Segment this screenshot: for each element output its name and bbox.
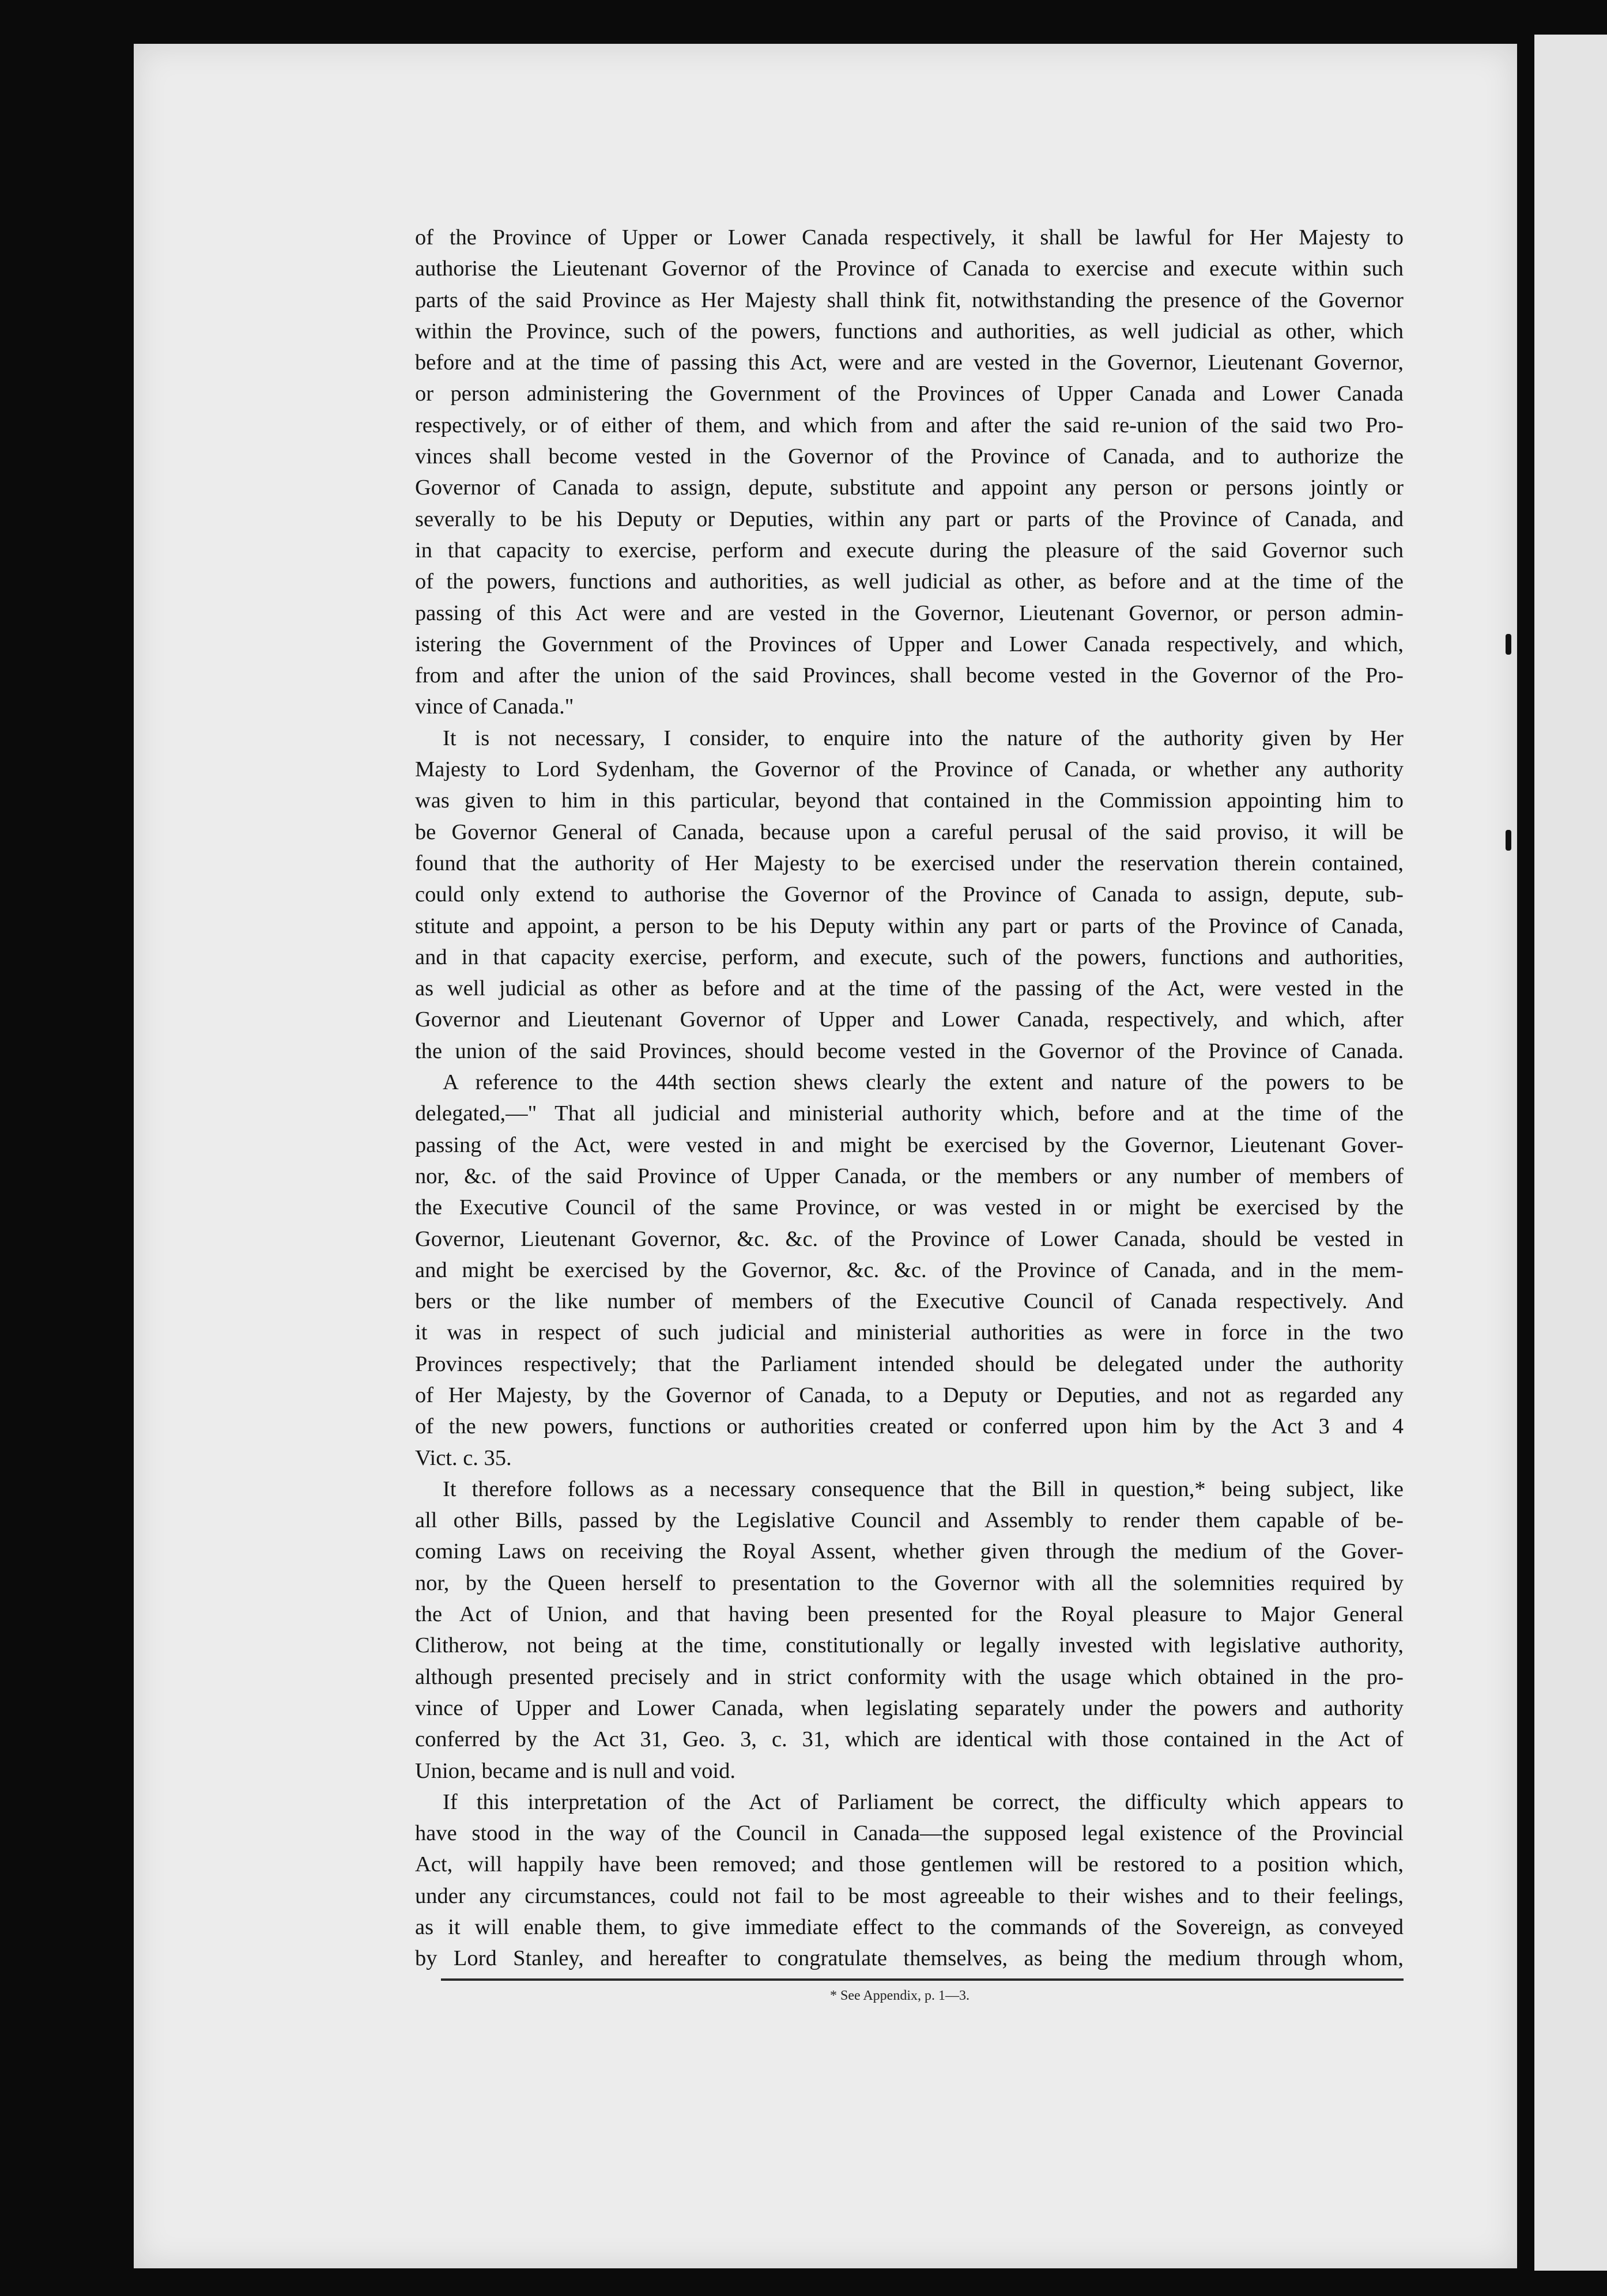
paragraph-start: It therefore follows as a necessary consequence that the Bill in question,* being subject, like [443, 1476, 1404, 1501]
text-line: “ vince of Canada." [415, 691, 1404, 722]
text-line: “ istering the Government of the Provinces of Upper and Lower Canada respectively, and which, [415, 629, 1404, 660]
text-line: under any circumstances, could not fail to be most agreeable to their wishes and to their feelings, [415, 1883, 1404, 1908]
text-line: “ authorise the Lieutenant Governor of the Province of Canada to exercise and execute within such [415, 253, 1404, 284]
body-text [415, 222, 1404, 1974]
text-line: the Act of Union, and that having been presented for the Royal pleasure to Major General [415, 1602, 1404, 1627]
text-line: “ of the new powers, functions or authorities created or conferred upon him by the Act 3 and 4 [415, 1411, 1404, 1442]
text-line: was given to him in this particular, beyond that contained in the Commission appointing him to [415, 788, 1404, 813]
text-line: “ of the powers, functions and authorities, as well judicial as other, as before and at the time of the [415, 566, 1404, 597]
text-line: “ severally to be his Deputy or Deputies, within any part or parts of the Province of Canada, and [415, 504, 1404, 535]
text-line: be Governor General of Canada, because upon a careful perusal of the said proviso, it will be [415, 820, 1404, 844]
text-line: conferred by the Act 31, Geo. 3, c. 31, which are identical with those contained in the Act of [415, 1727, 1404, 1752]
text-line: “ the Executive Council of the same Province, or was vested in or might be exercised by the [415, 1192, 1404, 1223]
text-line: “ parts of the said Province as Her Majesty shall think fit, notwithstanding the presence of the Governor [415, 285, 1404, 316]
text-line: as it will enable them, to give immediate effect to the commands of the Sovereign, as conveyed [415, 1915, 1404, 1940]
text-line: “ Governor, Lieutenant Governor, &c. &c. of the Province of Lower Canada, should be vested in [415, 1223, 1404, 1255]
paragraph-start: If this interpretation of the Act of Parliament be correct, the difficulty which appears to [443, 1789, 1404, 1814]
text-line: “ vinces shall become vested in the Governor of the Province of Canada, and to authorize the [415, 441, 1404, 472]
binding-mark-upper [1506, 634, 1511, 655]
text-line: coming Laws on receiving the Royal Assent, whether given through the medium of the Gover- [415, 1539, 1404, 1564]
footnote: * See Appendix, p. 1—3. [830, 1988, 970, 2003]
text-line: Act, will happily have been removed; and those gentlemen will be restored to a position which, [415, 1852, 1404, 1877]
text-line: by Lord Stanley, and hereafter to congratulate themselves, as being the medium through whom, [415, 1946, 1404, 1971]
paragraph-start: A reference to the 44th section shews clearly the extent and nature of the powers to be [443, 1070, 1404, 1095]
text-line: vince of Upper and Lower Canada, when legislating separately under the powers and authority [415, 1695, 1404, 1720]
text-line: “ within the Province, such of the powers, functions and authorities, as well judicial as other, which [415, 316, 1404, 347]
text-line: although presented precisely and in strict conformity with the usage which obtained in the pro- [415, 1664, 1404, 1689]
text-line: “ passing of the Act, were vested in and might be exercised by the Governor, Lieutenant Gover- [415, 1130, 1404, 1161]
binding-mark-lower [1506, 830, 1511, 851]
text-line: Clitherow, not being at the time, constitutionally or legally invested with legislative authority, [415, 1633, 1404, 1658]
text-line: “ Governor of Canada to assign, depute, substitute and appoint any person or persons jointly or [415, 472, 1404, 503]
text-line: “ bers or the like number of members of the Executive Council of Canada respectively. And [415, 1286, 1404, 1317]
text-line: “ from and after the union of the said Provinces, shall become vested in the Governor of the Pro- [415, 660, 1404, 691]
text-line: “ or person administering the Government of the Provinces of Upper Canada and Lower Canada [415, 378, 1404, 409]
text-line: “ nor, &c. of the said Province of Upper Canada, or the members or any number of members of [415, 1161, 1404, 1192]
text-line: nor, by the Queen herself to presentation to the Governor with all the solemnities required by [415, 1570, 1404, 1595]
text-line: “ and might be exercised by the Governor, &c. &c. of the Province of Canada, and in the mem- [415, 1255, 1404, 1286]
text-line: delegated,—" That all judicial and ministerial authority which, before and at the time of the [415, 1101, 1404, 1126]
adjacent-page-edge [1534, 35, 1607, 2271]
text-line: “ of Her Majesty, by the Governor of Canada, to a Deputy or Deputies, and not as regarded any [415, 1380, 1404, 1411]
text-line: could only extend to authorise the Governor of the Province of Canada to assign, depute, sub- [415, 882, 1404, 907]
text-line: “ it was in respect of such judicial and ministerial authorities as were in force in the two [415, 1317, 1404, 1348]
text-line: “ Vict. c. 35. [415, 1442, 1404, 1474]
text-line: “ respectively, or of either of them, and which from and after the said re-union of the said two Pro- [415, 410, 1404, 441]
text-line: “ passing of this Act were and are vested in the Governor, Lieutenant Governor, or person admin- [415, 598, 1404, 629]
text-line: Governor and Lieutenant Governor of Upper and Lower Canada, respectively, and which, after [415, 1007, 1404, 1032]
text-line: “ of the Province of Upper or Lower Canada respectively, it shall be lawful for Her Majesty to [415, 222, 1404, 253]
text-line: the union of the said Provinces, should become vested in the Governor of the Province of Canada. [415, 1039, 1404, 1063]
text-line: Union, became and is null and void. [415, 1758, 735, 1783]
text-line: as well judicial as other as before and at the time of the passing of the Act, were vested in the [415, 976, 1404, 1001]
paragraph-start: It is not necessary, I consider, to enquire into the nature of the authority given by Her [443, 726, 1404, 750]
text-line: Majesty to Lord Sydenham, the Governor of the Province of Canada, or whether any authority [415, 757, 1404, 782]
footnote-rule [441, 1978, 1404, 1981]
text-line: “ Provinces respectively; that the Parliament intended should be delegated under the authority [415, 1349, 1404, 1380]
text-line: found that the authority of Her Majesty to be exercised under the reservation therein contained, [415, 851, 1404, 875]
text-line: all other Bills, passed by the Legislative Council and Assembly to render them capable of be- [415, 1508, 1404, 1533]
text-line: and in that capacity exercise, perform, and execute, such of the powers, functions and authorities, [415, 945, 1404, 969]
text-line: stitute and appoint, a person to be his Deputy within any part or parts of the Province of Canada, [415, 913, 1404, 938]
text-line: “ before and at the time of passing this Act, were and are vested in the Governor, Lieutenant Governor, [415, 347, 1404, 378]
text-line: “ in that capacity to exercise, perform and execute during the pleasure of the said Governor such [415, 535, 1404, 566]
text-line: have stood in the way of the Council in Canada—the supposed legal existence of the Provincial [415, 1821, 1404, 1846]
